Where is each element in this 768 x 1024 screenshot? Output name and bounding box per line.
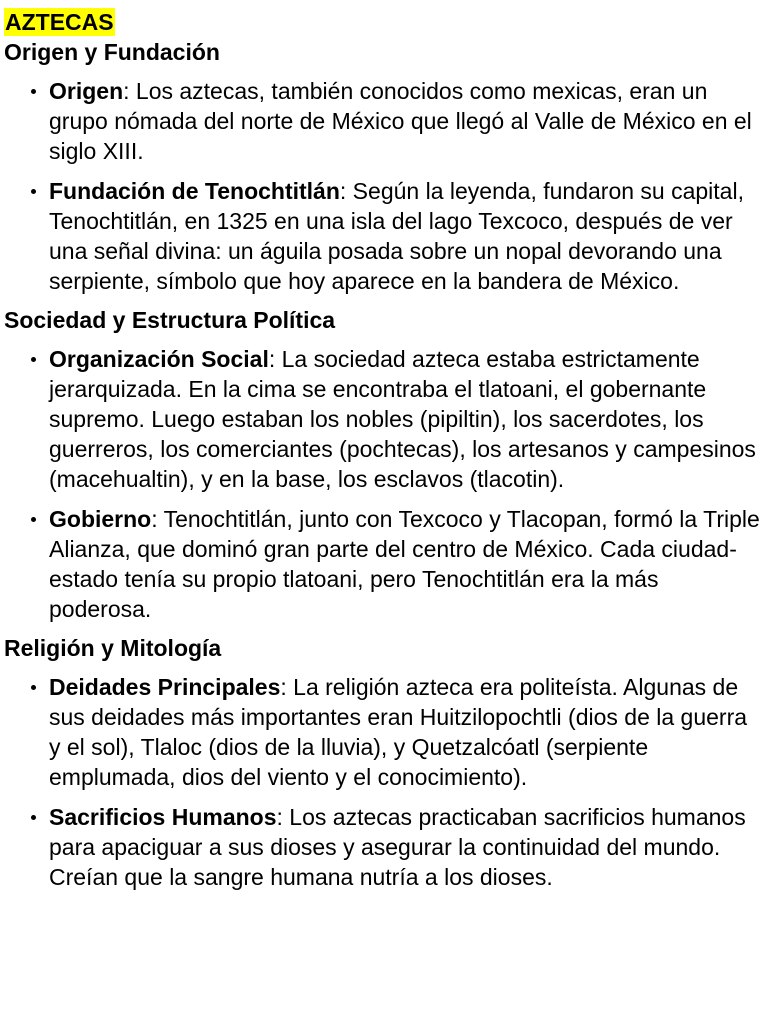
item-text: : Los aztecas practicaban sacrificios humanos para apaciguar a sus dioses y asegurar la continuidad del mundo. Creían que la sangre humana nutría a los dioses.	[49, 804, 746, 890]
section-sociedad	[4, 306, 760, 624]
bullet-list	[4, 672, 760, 892]
bullet-icon	[31, 517, 36, 522]
item-text: : Según la leyenda, fundaron su capital, Tenochtitlán, en 1325 en una isla del lago Texcoco, después de ver una señal divina: un águila posada sobre un nopal devorando una serpiente, símbolo que hoy aparece en la bandera de México.	[49, 178, 744, 294]
list-item	[4, 76, 760, 166]
list-item	[4, 504, 760, 624]
section-religion	[4, 634, 760, 892]
item-text: : Tenochtitlán, junto con Texcoco y Tlacopan, formó la Triple Alianza, que dominó gran parte del centro de México. Cada ciudad-estado tenía su propio tlatoani, pero Tenochtitlán era la más poderosa.	[49, 506, 760, 622]
list-item	[4, 672, 760, 792]
section-heading: Religión y Mitología	[4, 635, 222, 661]
item-term: Gobierno	[49, 506, 152, 532]
bullet-list	[4, 344, 760, 624]
item-term: Organización Social	[49, 346, 269, 372]
bullet-icon	[31, 89, 36, 94]
item-text: : Los aztecas, también conocidos como mexicas, eran un grupo nómada del norte de México que llegó al Valle de México en el siglo XIII.	[49, 78, 752, 164]
list-item	[4, 802, 760, 892]
item-term: Sacrificios Humanos	[49, 804, 277, 830]
bullet-icon	[31, 815, 36, 820]
list-item	[4, 344, 760, 494]
item-term: Deidades Principales	[49, 674, 281, 700]
bullet-icon	[31, 189, 36, 194]
bullet-icon	[31, 357, 36, 362]
item-text: : La sociedad azteca estaba estrictamente jerarquizada. En la cima se encontraba el tlatoani, el gobernante supremo. Luego estaban los nobles (pipiltin), los sacerdotes, los guerreros, los comerciantes (pochtecas), los artesanos y campesinos (macehualtin), y en la base, los esclavos (tlacotin).	[49, 346, 756, 492]
item-term: Origen	[49, 78, 124, 104]
document-title: AZTECAS	[5, 9, 114, 35]
list-item	[4, 176, 760, 296]
section-origen	[4, 38, 760, 296]
bullet-list	[4, 76, 760, 296]
section-heading: Sociedad y Estructura Política	[4, 307, 336, 333]
section-heading: Origen y Fundación	[4, 39, 220, 65]
item-text: : La religión azteca era politeísta. Algunas de sus deidades más importantes eran Huitzilopochtli (dios de la guerra y el sol), Tlaloc (dios de la lluvia), y Quetzalcóatl (serpiente emplumada, dios del viento y el conocimiento).	[49, 674, 748, 790]
bullet-icon	[31, 685, 36, 690]
item-term: Fundación de Tenochtitlán	[49, 178, 340, 204]
